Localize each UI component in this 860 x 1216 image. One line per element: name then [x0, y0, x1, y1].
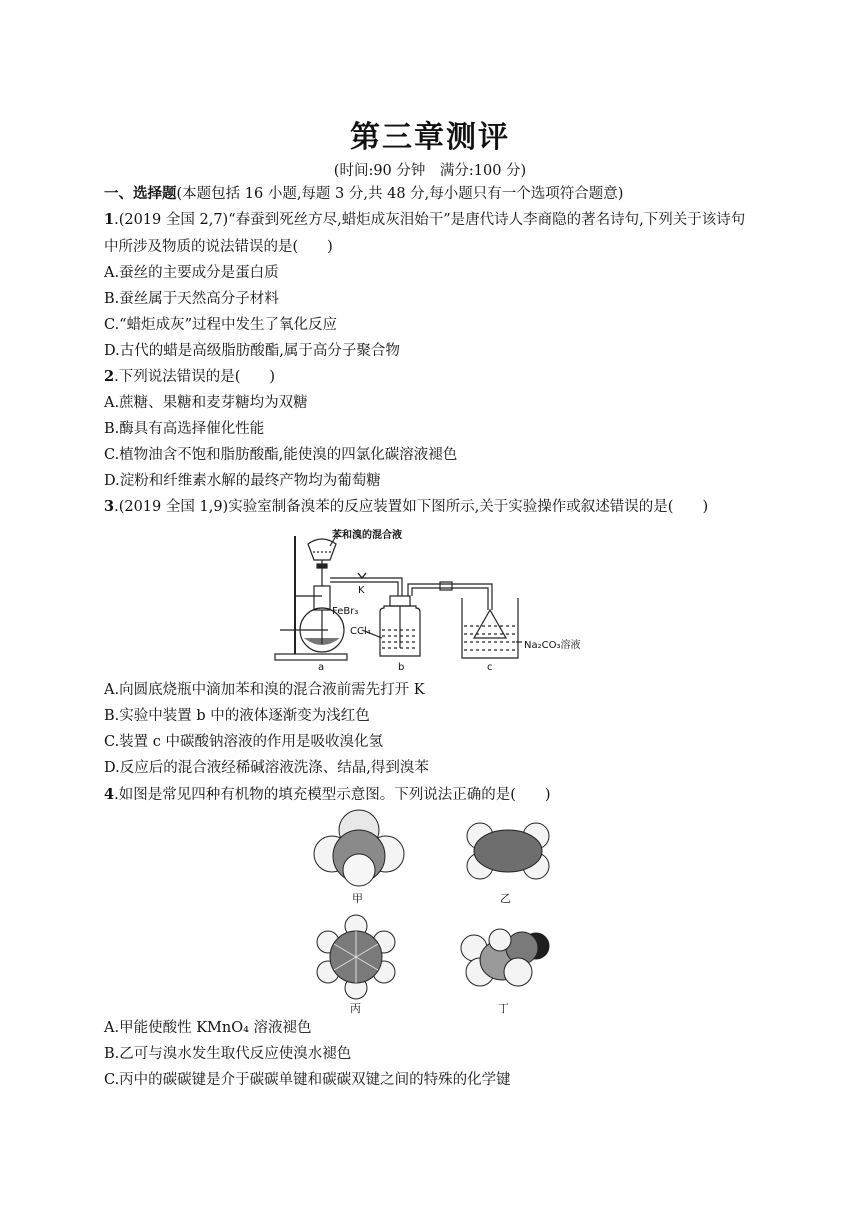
label-a: a	[318, 662, 325, 673]
label-ccl4: CCl₄	[350, 626, 371, 637]
model-jia	[310, 808, 410, 905]
q2-stem	[104, 367, 275, 387]
q3-stem	[104, 497, 708, 517]
flask-neck	[314, 586, 330, 610]
funnel-stopcock	[317, 564, 327, 568]
label-na2co3: Na₂CO₃溶液	[524, 640, 581, 651]
q3-option-d: D.反应后的混合液经稀碱溶液洗涤、结晶,得到溴苯	[104, 760, 429, 776]
section-heading	[104, 184, 623, 204]
bottle-b-stopper	[390, 596, 410, 606]
model-bing	[314, 914, 398, 1015]
q1-option-c: C.“蜡炬成灰”过程中发生了氧化反应	[104, 317, 338, 333]
apparatus-figure	[270, 526, 590, 676]
q4-stem-text: .如图是常见四种有机物的填充模型示意图。下列说法正确的是( )	[114, 787, 551, 803]
label-febr3: FeBr₃	[332, 606, 359, 617]
q1-option-b: B.蚕丝属于天然高分子材料	[104, 291, 279, 307]
tube-a-to-b	[330, 578, 402, 596]
model-yi	[460, 820, 556, 905]
q2-stem-text: .下列说法错误的是( )	[114, 369, 276, 385]
section-title: 一、选择题	[104, 186, 177, 202]
q1-option-d: D.古代的蜡是高级脂肪酸酯,属于高分子聚合物	[104, 343, 400, 359]
q4-option-b: B.乙可与溴水发生取代反应使溴水褪色	[104, 1046, 352, 1062]
q1-stem-line1	[104, 210, 745, 230]
q3-option-c: C.装置 c 中碳酸钠溶液的作用是吸收溴化氢	[104, 734, 384, 750]
label-valve-k: K	[358, 585, 365, 596]
q1-number: 1	[104, 211, 115, 228]
q2-option-d: D.淀粉和纤维素水解的最终产物均为葡萄糖	[104, 473, 381, 489]
q1-stem-line2: 中所涉及物质的说法错误的是( )	[104, 239, 333, 255]
q2-option-a: A.蔗糖、果糖和麦芽糖均为双糖	[104, 395, 308, 411]
q4-stem	[104, 785, 551, 805]
section-description: (本题包括 16 小题,每题 3 分,共 48 分,每小题只有一个选项符合题意)	[176, 186, 624, 202]
label-yi: 乙	[500, 892, 511, 905]
q3-option-a: A.向圆底烧瓶中滴加苯和溴的混合液前需先打开 K	[104, 682, 425, 698]
q2-number: 2	[104, 368, 115, 385]
q4-number: 4	[104, 786, 115, 803]
label-b: b	[398, 662, 405, 673]
q1-stem-text1: .(2019 全国 2,7)“春蚕到死丝方尽,蜡炬成灰泪始干”是唐代诗人李商隐的著名诗句,下列关于该诗句	[114, 212, 746, 228]
q4-option-c: C.丙中的碳碳键是介于碳碳单键和碳碳双键之间的特殊的化学键	[104, 1072, 511, 1088]
label-c: c	[487, 662, 493, 673]
beaker-c	[462, 598, 518, 658]
label-bing: 丙	[350, 1002, 361, 1015]
q3-option-b: B.实验中装置 b 中的液体逐渐变为浅红色	[104, 708, 370, 724]
label-jia: 甲	[352, 892, 363, 905]
label-ding: 丁	[498, 1002, 509, 1015]
model-ding	[456, 926, 556, 1015]
q2-option-b: B.酶具有高选择催化性能	[104, 421, 265, 437]
page-title: 第三章测评	[350, 120, 510, 155]
q3-stem-text: .(2019 全国 1,9)实验室制备溴苯的反应装置如下图所示,关于实验操作或叙述错误的是( )	[114, 499, 709, 515]
exam-subtitle: (时间:90 分钟 满分:100 分)	[333, 163, 527, 179]
q3-number: 3	[104, 498, 115, 515]
label-funnel-mixture: 苯和溴的混合液	[332, 530, 402, 541]
stand-base	[275, 654, 347, 660]
valve-k	[358, 573, 366, 578]
q4-option-a: A.甲能使酸性 KMnO₄ 溶液褪色	[104, 1020, 312, 1036]
q1-option-a: A.蚕丝的主要成分是蛋白质	[104, 265, 279, 281]
q2-option-c: C.植物油含不饱和脂肪酸酯,能使溴的四氯化碳溶液褪色	[104, 447, 458, 463]
